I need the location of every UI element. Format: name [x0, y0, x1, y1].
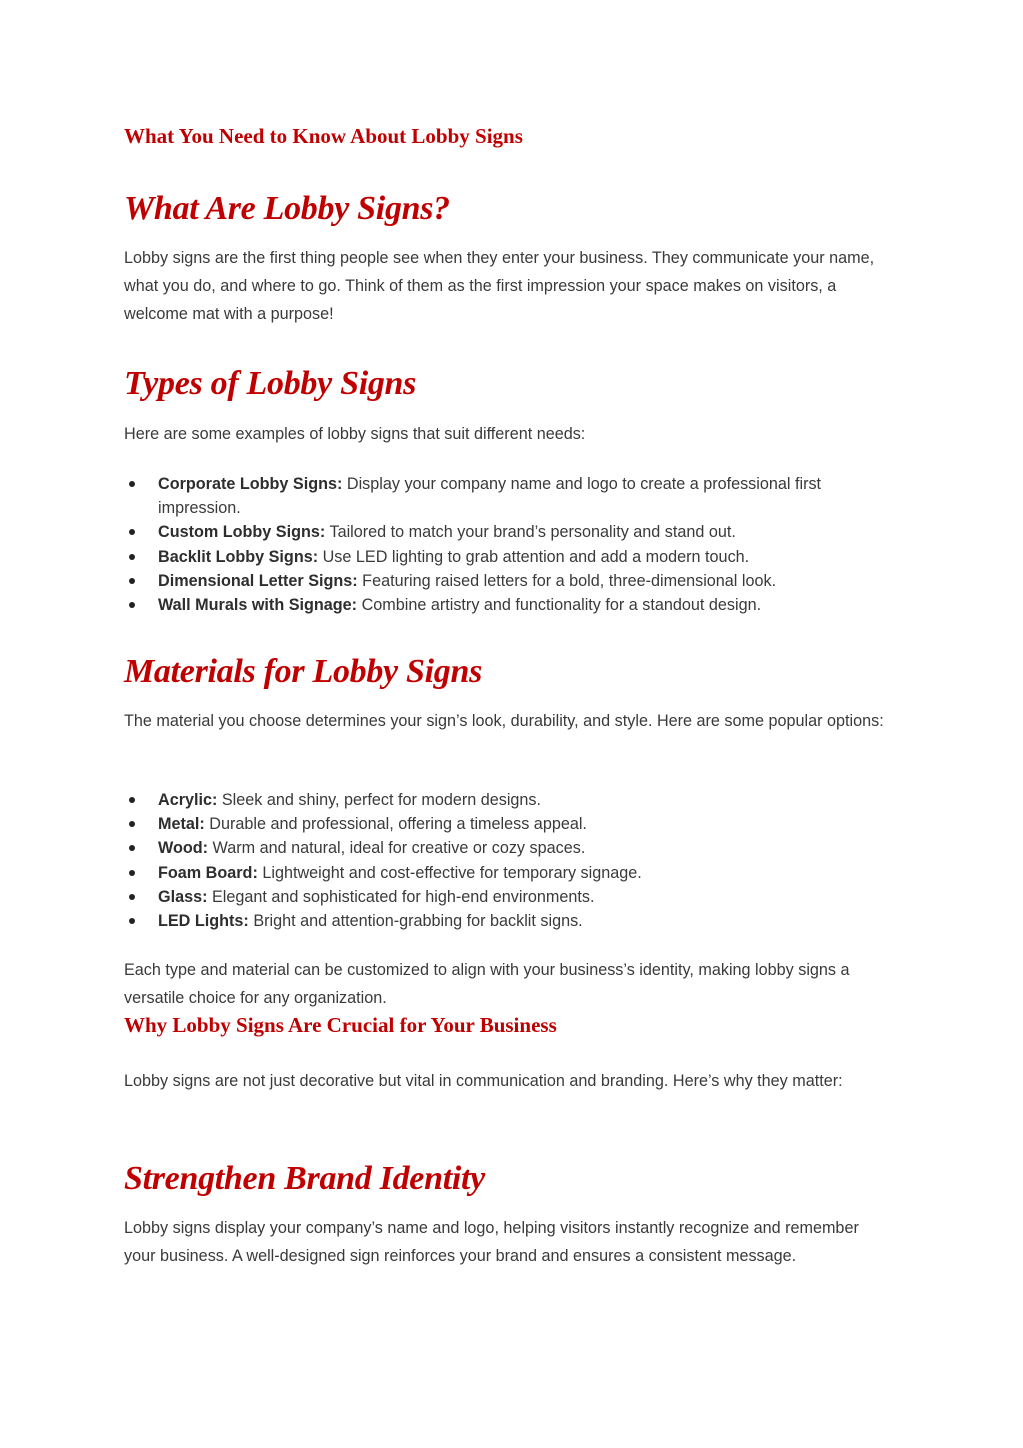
bullet-icon — [129, 529, 135, 535]
bullet-icon — [129, 821, 135, 827]
list-item-term: LED Lights: — [158, 912, 249, 931]
list-item — [124, 909, 894, 933]
list-item — [124, 520, 894, 544]
list-item-term: Corporate Lobby Signs: — [158, 475, 343, 493]
list-item-text: Combine artistry and functionality for a standout design. — [357, 596, 762, 615]
list-item-text: Warm and natural, ideal for creative or cozy spaces. — [208, 839, 586, 858]
bullet-icon — [129, 870, 135, 876]
heading-why-lobby-signs: Why Lobby Signs Are Crucial for Your Business — [124, 1013, 557, 1037]
list-item — [124, 472, 894, 520]
list-item-term: Wood: — [158, 839, 209, 858]
bullet-icon — [129, 918, 135, 924]
bullet-icon — [129, 845, 135, 851]
list-item — [124, 885, 894, 909]
list-item-text: Display your company name and logo to create a professional first impression. — [158, 475, 822, 518]
paragraph-why: Lobby signs are not just decorative but vital in communication and branding. Here’s why they matter: — [124, 1072, 843, 1090]
bullet-icon — [129, 894, 135, 900]
list-item-text: Durable and professional, offering a timeless appeal. — [204, 815, 587, 834]
bullet-icon — [129, 554, 135, 560]
bullet-icon — [129, 578, 135, 584]
paragraph-materials-outro: Each type and material can be customized to align with your business’s identity, making lobby signs a versatile choice for any organization. — [124, 961, 850, 1007]
paragraph-what-are: Lobby signs are the first thing people see when they enter your business. They communicate your name, what you do, and where to go. Think of them as the first impression your space makes on visitors, a welcome mat with a purpose! — [124, 249, 875, 323]
list-item-text: Featuring raised letters for a bold, three-dimensional look. — [357, 571, 777, 590]
list-item-text: Bright and attention-grabbing for backlit signs. — [248, 912, 583, 931]
list-item — [124, 569, 894, 593]
list-item — [124, 593, 894, 617]
list-item-term: Glass: — [158, 887, 208, 906]
list-item-text: Sleek and shiny, perfect for modern designs. — [217, 791, 542, 809]
list-item — [124, 788, 894, 812]
list-item — [124, 836, 894, 860]
list-item-text: Tailored to match your brand’s personality and stand out. — [325, 523, 736, 542]
list-item-term: Dimensional Letter Signs: — [158, 571, 358, 590]
list-item-text: Elegant and sophisticated for high-end environments. — [207, 887, 595, 906]
list-item-term: Backlit Lobby Signs: — [158, 547, 319, 566]
materials-list — [124, 788, 894, 933]
list-item-term: Custom Lobby Signs: — [158, 523, 326, 542]
list-item-text: Lightweight and cost-effective for temporary signage. — [257, 863, 642, 882]
heading-strengthen-brand-identity: Strengthen Brand Identity — [124, 1160, 485, 1197]
paragraph-types-intro: Here are some examples of lobby signs that suit different needs: — [124, 425, 586, 443]
list-item-term: Metal: — [158, 815, 205, 834]
bullet-icon — [129, 797, 135, 803]
list-item-term: Wall Murals with Signage: — [158, 596, 358, 615]
list-item — [124, 545, 894, 569]
heading-materials-for-lobby-signs: Materials for Lobby Signs — [124, 653, 483, 690]
list-item — [124, 812, 894, 836]
heading-what-are-lobby-signs: What Are Lobby Signs? — [124, 190, 450, 227]
paragraph-brand: Lobby signs display your company’s name and logo, helping visitors instantly recognize and remember your business. A well-designed sign reinforces your brand and ensures a consistent message. — [124, 1219, 859, 1265]
document-title: What You Need to Know About Lobby Signs — [124, 124, 523, 148]
list-item — [124, 861, 894, 885]
list-item-term: Acrylic: — [158, 791, 218, 809]
list-item-text: Use LED lighting to grab attention and add a modern touch. — [318, 547, 750, 566]
heading-types-of-lobby-signs: Types of Lobby Signs — [124, 365, 417, 402]
list-item-term: Foam Board: — [158, 863, 258, 882]
bullet-icon — [129, 481, 135, 487]
bullet-icon — [129, 602, 135, 608]
types-list — [124, 472, 894, 617]
paragraph-materials-intro: The material you choose determines your sign’s look, durability, and style. Here are some popular options: — [124, 712, 884, 730]
